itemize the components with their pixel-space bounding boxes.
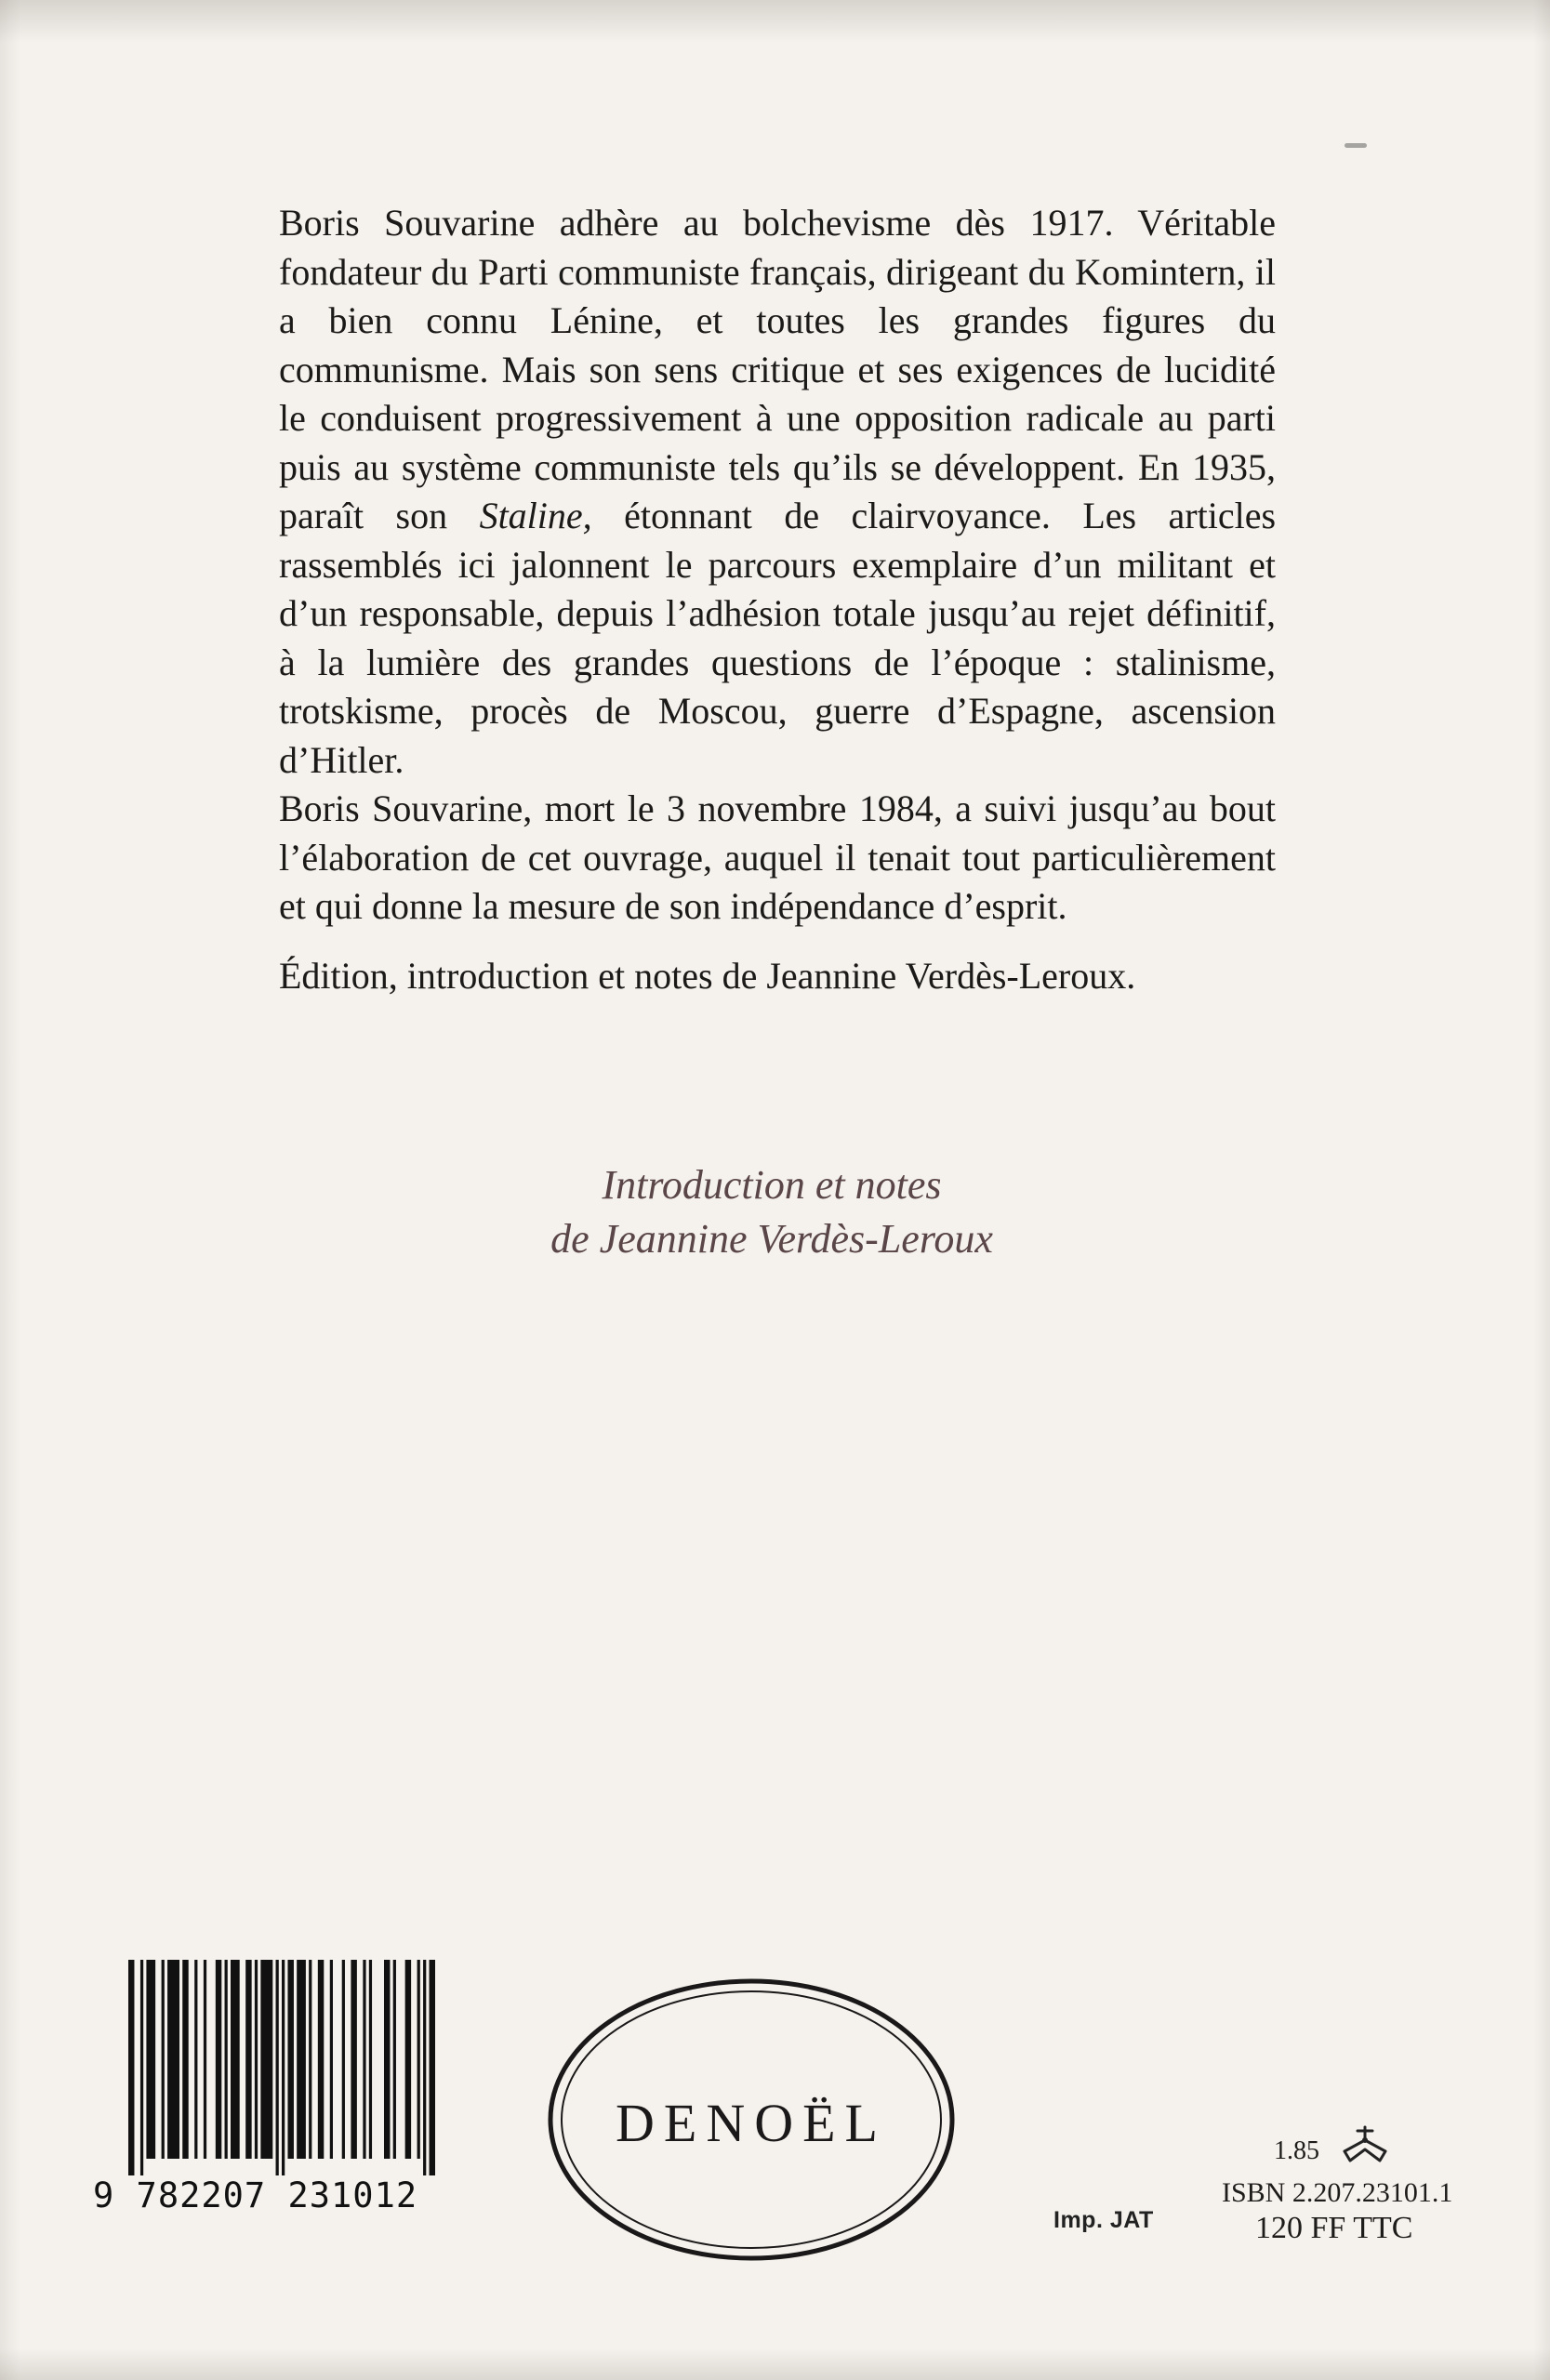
- barcode-bar: [245, 1960, 251, 2159]
- price-label: 120 FF TTC: [1255, 2211, 1413, 2245]
- barcode-bar: [146, 1960, 155, 2159]
- barcode-bar: [276, 1960, 279, 2175]
- barcode-bar: [430, 1960, 435, 2175]
- barcode-bar: [204, 1960, 206, 2159]
- barcode-bar: [162, 1960, 165, 2159]
- barcode-bar: [260, 1960, 272, 2159]
- barcode-bar: [182, 1960, 188, 2159]
- publisher-logo: [546, 1977, 957, 2263]
- blurb-paragraph-2: Boris Souvarine, mort le 3 novembre 1984, a suivi jusqu’au bout l’élaboration de cet ouvrage, auquel il tenait tout particulièrement et qui donne la mesure de son indépendance d’esprit.: [279, 787, 1276, 927]
- publication-code: 1.85: [1274, 2136, 1319, 2165]
- barcode-bar: [384, 1960, 390, 2159]
- barcode-bar: [309, 1960, 311, 2159]
- barcode-bar: [255, 1960, 258, 2159]
- barcode-icon: [93, 1960, 446, 2175]
- blurb-paragraph-1: [279, 199, 1276, 785]
- back-cover-blurb: [279, 199, 1276, 932]
- blurb-text-1b: étonnant de clairvoyance. Les articles rassemblés ici jalonnent le parcours exemplaire d’un militant et d’un responsable, depuis l’adhésion totale jusqu’au rejet définitif, à la lumière des grandes questions de l’époque : stalinisme, trotskisme, procès de Moscou, guerre d’Espagne, ascension d’Hitler.: [279, 495, 1277, 781]
- barcode-bar: [128, 1960, 134, 2175]
- barcode-bar: [225, 1960, 228, 2159]
- intro-notes-line-1: Introduction et notes: [602, 1162, 942, 1208]
- barcode-bar: [194, 1960, 197, 2159]
- barcode-bar: [287, 1960, 293, 2159]
- publisher-name: DENOËL: [616, 2093, 887, 2153]
- barcode-bar: [231, 1960, 240, 2159]
- intro-notes-line-2: de Jeannine Verdès-Leroux: [550, 1216, 993, 1262]
- barcode-bar: [363, 1960, 365, 2159]
- isbn-barcode: [93, 1960, 446, 2229]
- barcode-bar: [417, 1960, 420, 2159]
- book-title-italic: Staline,: [479, 495, 592, 536]
- barcode-bar: [405, 1960, 411, 2159]
- imprint-label: Imp. JAT: [1053, 2207, 1154, 2233]
- barcode-bar: [351, 1960, 356, 2159]
- barcode-bar: [423, 1960, 426, 2175]
- barcode-bar: [140, 1960, 143, 2175]
- barcode-bar: [342, 1960, 345, 2159]
- barcode-bar: [216, 1960, 221, 2159]
- edition-credit: Édition, introduction et notes de Jeannine Verdès-Leroux.: [279, 955, 1136, 997]
- barcode-digits: 9 782207 231012: [93, 2175, 418, 2215]
- barcode-bar: [318, 1960, 324, 2159]
- barcode-bar: [330, 1960, 333, 2159]
- publisher-mark-icon: [1337, 2123, 1393, 2173]
- isbn-number: ISBN 2.207.23101.1: [1222, 2177, 1453, 2208]
- barcode-bar: [369, 1960, 372, 2159]
- ink-smudge: [1345, 143, 1367, 148]
- barcode-bar: [393, 1960, 396, 2159]
- barcode-bar: [167, 1960, 179, 2159]
- barcode-bar: [297, 1960, 306, 2159]
- barcode-bar: [282, 1960, 285, 2175]
- blurb-text-1a: Boris Souvarine adhère au bolchevisme dès 1917. Véritable fondateur du Parti communiste français, dirigeant du Komintern, il a bien connu Lénine, et toutes les grandes figures du communisme. Mais son sens critique et ses exigences de lucidité le conduisent progressivement à une opposition radicale au parti puis au système communiste tels qu’ils se développent. En 1935, paraît son: [279, 202, 1276, 536]
- intro-notes-credit: [400, 1158, 1144, 1266]
